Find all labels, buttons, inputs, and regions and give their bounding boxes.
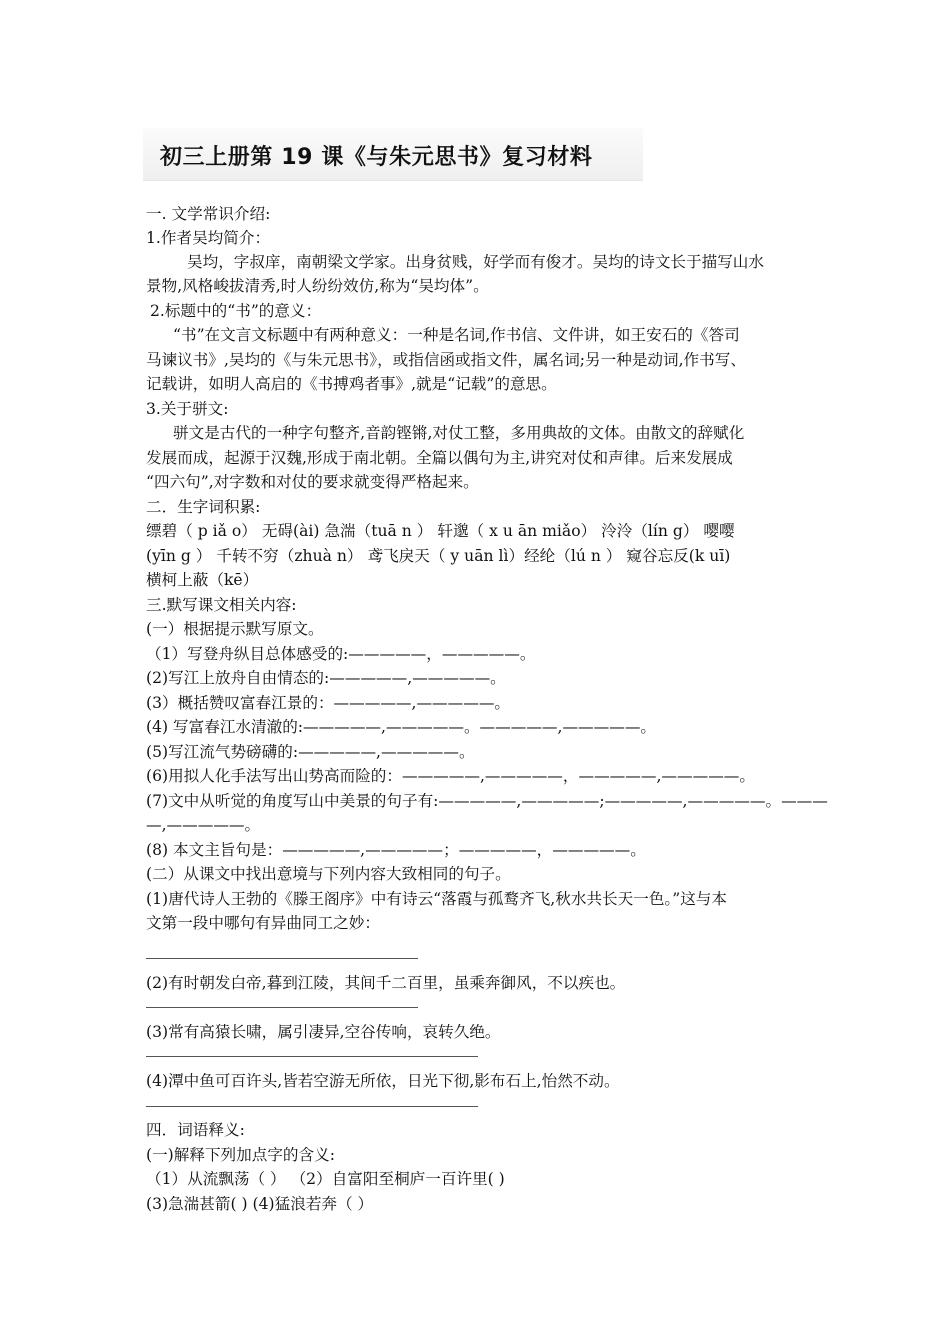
- section-heading: 二．生字词积累:: [146, 498, 261, 516]
- paragraph-line: 发展而成，起源于汉魏,形成于南北朝。全篇以偶句为主,讲究对仗和声律。后来发展成: [146, 449, 733, 467]
- subheading: (一）根据提示默写原文。: [146, 620, 324, 638]
- exercise-item: （1）写登舟纵目总体感受的:—————，—————。: [146, 645, 536, 663]
- document-title: 初三上册第 19 课《与朱元思书》复习材料: [160, 145, 593, 170]
- subheading: 1.作者吴均简介：: [146, 229, 271, 247]
- section-heading: 一. 文学常识介绍:: [146, 205, 271, 223]
- exercise-item: （1）从流飘荡（ ） （2）自富阳至桐庐一百许里( ): [146, 1170, 505, 1188]
- exercise-item: (6)用拟人化手法写出山势高而险的：—————,—————，—————,—————。: [146, 767, 755, 785]
- exercise-item: (2)写江上放舟自由情态的:—————,—————。: [146, 669, 506, 687]
- subheading: (二）从课文中找出意境与下列内容大致相同的句子。: [146, 865, 511, 883]
- exercise-item: (1)唐代诗人王勃的《滕王阁序》中有诗云“落霞与孤鹜齐飞,秋水共长天一色。”这与本: [146, 890, 727, 908]
- exercise-item: (4)潭中鱼可百许头,皆若空游无所依，日光下彻,影布石上,怡然不动。: [146, 1072, 620, 1090]
- vocabulary-line: 横柯上蔽（kē）: [146, 571, 259, 589]
- paragraph-line: 记载讲，如明人高启的《书搏鸡者事》,就是“记载”的意思。: [146, 375, 557, 393]
- paragraph-line: 马谏议书》,吴均的《与朱元思书》，或指信函或指文件，属名词;另一种是动词,作书写、: [146, 351, 746, 369]
- vocabulary-line: (yīn g ） 千转不穷（zhuà n） 鸢飞戾天（ y uān lì）经纶（lú n ） 窥谷忘反(k uī): [146, 547, 731, 565]
- paragraph-line: 吴均，字叔庠，南朝梁文学家。出身贫贱，好学而有俊才。吴均的诗文长于描写山水: [187, 253, 764, 271]
- exercise-item: (2)有时朝发白帝,暮到江陵，其间千二百里，虽乘奔御风，不以疾也。: [146, 974, 626, 992]
- answer-blank-line: [146, 1007, 418, 1008]
- answer-blank-line: [146, 1106, 478, 1107]
- section-heading: 四．词语释义:: [146, 1121, 245, 1139]
- subheading: (一)解释下列加点字的含义:: [146, 1146, 335, 1164]
- subheading: 3.关于骈文:: [146, 400, 229, 418]
- exercise-item: (3)常有高猿长啸，属引凄异,空谷传响，哀转久绝。: [146, 1023, 501, 1041]
- exercise-item: (7)文中从听觉的角度写山中美景的句子有:—————,—————;—————,—————。———: [146, 792, 828, 810]
- exercise-item: (5)写江流气势磅礴的:—————,—————。: [146, 743, 475, 761]
- exercise-item: —,—————。: [146, 816, 261, 834]
- paragraph-line: “四六句”,对字数和对仗的要求就变得严格起来。: [146, 473, 479, 491]
- exercise-item: (3）概括赞叹富春江景的：—————,—————。: [146, 694, 511, 712]
- exercise-item: 文第一段中哪句有异曲同工之妙：: [146, 914, 380, 932]
- vocabulary-line: 缥碧（ p iǎ o） 无碍(ài) 急湍（tuā n ） 轩邈（ x u ān miǎo） 泠泠（lín g） 嘤嘤: [146, 522, 735, 540]
- exercise-item: (3)急湍甚箭( ) (4)猛浪若奔（ ）: [146, 1195, 374, 1213]
- exercise-item: (8) 本文主旨句是：—————,—————；—————，—————。: [146, 841, 646, 859]
- exercise-item: (4) 写富春江水清澈的:—————,—————。—————,—————。: [146, 718, 657, 736]
- subheading: 2.标题中的“书”的意义：: [150, 302, 322, 320]
- answer-blank-line: [146, 1056, 478, 1057]
- section-heading: 三.默写课文相关内容:: [146, 596, 297, 614]
- paragraph-line: 骈文是古代的一种字句整齐,音韵铿锵,对仗工整，多用典故的文体。由散文的辞赋化: [173, 424, 745, 442]
- answer-blank-line: [146, 958, 418, 959]
- paragraph-line: 景物,风格峻拔清秀,时人纷纷效仿,称为“吴均体”。: [146, 277, 489, 295]
- paragraph-line: “书”在文言文标题中有两种意义：一种是名词,作书信、文件讲，如王安石的《答司: [173, 326, 740, 344]
